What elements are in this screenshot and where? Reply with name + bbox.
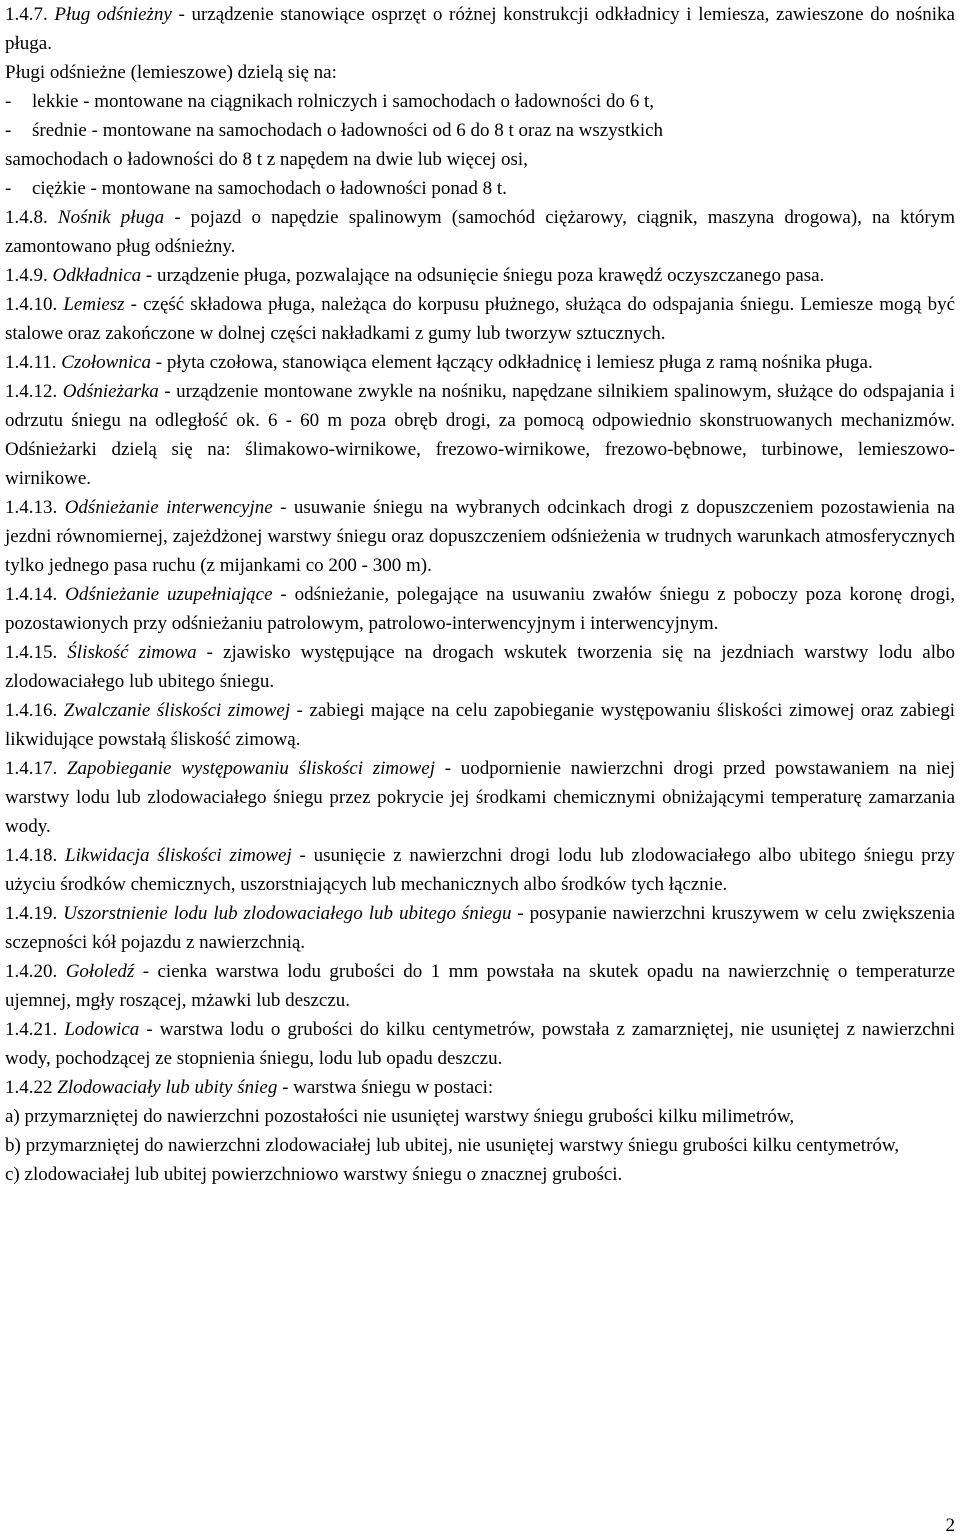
- definition-1-4-10: [5, 290, 955, 348]
- definition-text: - płyta czołowa, stanowiąca element łączący odkładnicę i lemiesz pługa z ramą nośnika pługa.: [151, 352, 873, 373]
- section-number: 1.4.22: [5, 1077, 53, 1098]
- section-number: 1.4.20.: [5, 961, 58, 982]
- section-number: 1.4.21.: [5, 1019, 58, 1040]
- defined-term: Odkładnica: [52, 265, 142, 286]
- definition-text: - uodpornienie nawierzchni drogi przed powstawaniem na niej warstwy lodu lub zlodowaciałego śniegu przez pokrycie jej środkami chemicznymi obniżającymi temperaturę zamarzania wody.: [5, 758, 955, 837]
- definition-1-4-9: [5, 261, 955, 290]
- definition-text: - część składowa pługa, należąca do korpusu płużnego, służąca do odspajania śniegu. Lemiesze mogą być stalowe oraz zakończone w dolnej części nakładkami z gumy lub tworzyw sztucznych.: [5, 294, 955, 344]
- section-number: 1.4.7.: [5, 4, 48, 25]
- section-number: 1.4.10.: [5, 294, 58, 315]
- defined-term: Odśnieżarka: [62, 381, 159, 402]
- definition-text: - warstwa śniegu w postaci:: [277, 1077, 494, 1098]
- section-number: 1.4.18.: [5, 845, 58, 866]
- list-item: c) zlodowaciałej lub ubitej powierzchniowo warstwy śniegu o znacznej grubości.: [5, 1164, 623, 1185]
- defined-term: Zlodowaciały lub ubity śnieg: [57, 1077, 278, 1098]
- defined-term: Lemiesz: [63, 294, 125, 315]
- list-item-text: średnie - montowane na samochodach o ładowności od 6 do 8 t oraz na wszystkich: [32, 120, 664, 141]
- definition-text: - usuwanie śniegu na wybranych odcinkach drogi z dopuszczeniem pozostawienia na jezdni równomiernej, zajeżdżonej warstwy śniegu oraz dopuszczeniem odśnieżenia w trudnych warunkach atmosferycznych tylko jednego pasa ruchu (z mijankami co 200 - 300 m).: [5, 497, 955, 576]
- list-dash: -: [5, 91, 12, 112]
- defined-term: Czołownica: [61, 352, 152, 373]
- defined-term: Gołoledź: [65, 961, 135, 982]
- section-number: 1.4.12.: [5, 381, 58, 402]
- definition-1-4-20: [5, 957, 955, 1015]
- definition-1-4-22: [5, 1073, 955, 1102]
- document-body: [5, 0, 955, 1189]
- definition-text: - zabiegi mające na celu zapobieganie występowaniu śliskości zimowej oraz zabiegi likwidujące powstałą śliskość zimową.: [5, 700, 956, 750]
- plow-division-list: [5, 58, 955, 203]
- defined-term: Lodowica: [64, 1019, 140, 1040]
- section-number: 1.4.11.: [5, 352, 57, 373]
- definition-text: - cienka warstwa lodu grubości do 1 mm powstała na skutek opadu na nawierzchnię o temperaturze ujemnej, mgły roszącej, mżawki lub deszczu.: [5, 961, 956, 1011]
- section-number: 1.4.17.: [5, 758, 58, 779]
- section-number: 1.4.16.: [5, 700, 58, 721]
- definition-text: - usunięcie z nawierzchni drogi lodu lub zlodowaciałego albo ubitego śniegu przy użyciu środków chemicznych, uszorstniających lub mechanicznych albo środków tych łącznie.: [5, 845, 956, 895]
- definition-1-4-18: [5, 841, 955, 899]
- section-number: 1.4.15.: [5, 642, 58, 663]
- definition-text: - zjawisko występujące na drogach wskutek tworzenia się na jezdniach warstwy lodu albo zlodowaciałego lub ubitego śniegu.: [5, 642, 956, 692]
- list-item: [5, 174, 955, 203]
- snow-forms-list: [5, 1102, 955, 1189]
- list-dash: -: [5, 178, 12, 199]
- definition-text: - posypanie nawierzchni kruszywem w celu zwiększenia sczepności kół pojazdu z nawierzchnią.: [5, 903, 956, 953]
- list-dash: -: [5, 120, 12, 141]
- defined-term: Likwidacja śliskości zimowej: [65, 845, 292, 866]
- defined-term: Pług odśnieżny: [54, 4, 172, 25]
- definition-1-4-15: [5, 638, 955, 696]
- definition-text: - odśnieżanie, polegające na usuwaniu zwałów śniegu z poboczy poza koronę drogi, pozostawionych przy odśnieżaniu patrolowym, patrolowo-interwencyjnym i interwencyjnym.: [5, 584, 955, 634]
- definition-text: - urządzenie montowane zwykle na nośniku, napędzane silnikiem spalinowym, służące do odspajania i odrzutu śniegu na odległość ok. 6 - 60 m poza obręb drogi, za pomocą odpowiednio skonstruowanych mechanizmów. Odśnieżarki dzielą się na: ślimakowo-wirnikowe, frezowo-wirnikowe, frezowo-bębnowe, turbinowe, lemieszowo-wirnikowe.: [5, 381, 955, 489]
- definition-1-4-16: [5, 696, 955, 754]
- defined-term: Zwalczanie śliskości zimowej: [63, 700, 291, 721]
- defined-term: Uszorstnienie lodu lub zlodowaciałego lub ubitego śniegu: [63, 903, 512, 924]
- list-item: b) przymarzniętej do nawierzchni zlodowaciałej lub ubitej, nie usuniętej warstwy śniegu grubości kilku centymetrów,: [5, 1135, 900, 1156]
- definition-1-4-8: [5, 203, 955, 261]
- list-item: a) przymarzniętej do nawierzchni pozostałości nie usuniętej warstwy śniegu grubości kilku milimetrów,: [5, 1106, 795, 1127]
- definition-text: - urządzenie stanowiące osprzęt o różnej konstrukcji odkładnicy i lemiesza, zawieszone do nośnika pługa.: [5, 4, 955, 54]
- defined-term: Odśnieżanie uzupełniające: [65, 584, 273, 605]
- definition-1-4-12: [5, 377, 955, 493]
- definition-text: - pojazd o napędzie spalinowym (samochód ciężarowy, ciągnik, maszyna drogowa), na którym zamontowano pług odśnieżny.: [5, 207, 956, 257]
- definition-1-4-14: [5, 580, 955, 638]
- defined-term: Odśnieżanie interwencyjne: [64, 497, 273, 518]
- definition-1-4-17: [5, 754, 955, 841]
- defined-term: Zapobieganie występowaniu śliskości zimowej: [66, 758, 436, 779]
- section-number: 1.4.14.: [5, 584, 58, 605]
- list-item: [5, 87, 955, 116]
- list-item-text: lekkie - montowane na ciągnikach rolniczych i samochodach o ładowności do 6 t,: [32, 91, 655, 112]
- definition-text: - warstwa lodu o grubości do kilku centymetrów, powstała z zamarzniętej, nie usuniętej z nawierzchni wody, pochodzącej ze stopnienia śniegu, lodu lub opadu deszczu.: [5, 1019, 956, 1069]
- definition-1-4-13: [5, 493, 955, 580]
- list-item: [5, 116, 955, 145]
- defined-term: Śliskość zimowa: [67, 642, 197, 663]
- definition-1-4-21: [5, 1015, 955, 1073]
- section-number: 1.4.9.: [5, 265, 48, 286]
- section-number: 1.4.8.: [5, 207, 48, 228]
- list-item-text: ciężkie - montowane na samochodach o ładowności ponad 8 t.: [32, 178, 507, 199]
- definition-1-4-11: [5, 348, 955, 377]
- page-number: 2: [945, 1515, 955, 1536]
- defined-term: Nośnik pługa: [57, 207, 165, 228]
- definition-1-4-7: [5, 0, 955, 58]
- list-item-continuation: samochodach o ładowności do 8 t z napędem na dwie lub więcej osi,: [5, 149, 528, 170]
- section-number: 1.4.13.: [5, 497, 58, 518]
- definition-text: - urządzenie pługa, pozwalające na odsunięcie śniegu poza krawędź oczyszczanego pasa.: [141, 265, 825, 286]
- section-number: 1.4.19.: [5, 903, 58, 924]
- plow-division-intro: Pługi odśnieżne (lemieszowe) dzielą się na:: [5, 62, 337, 83]
- definition-1-4-19: [5, 899, 955, 957]
